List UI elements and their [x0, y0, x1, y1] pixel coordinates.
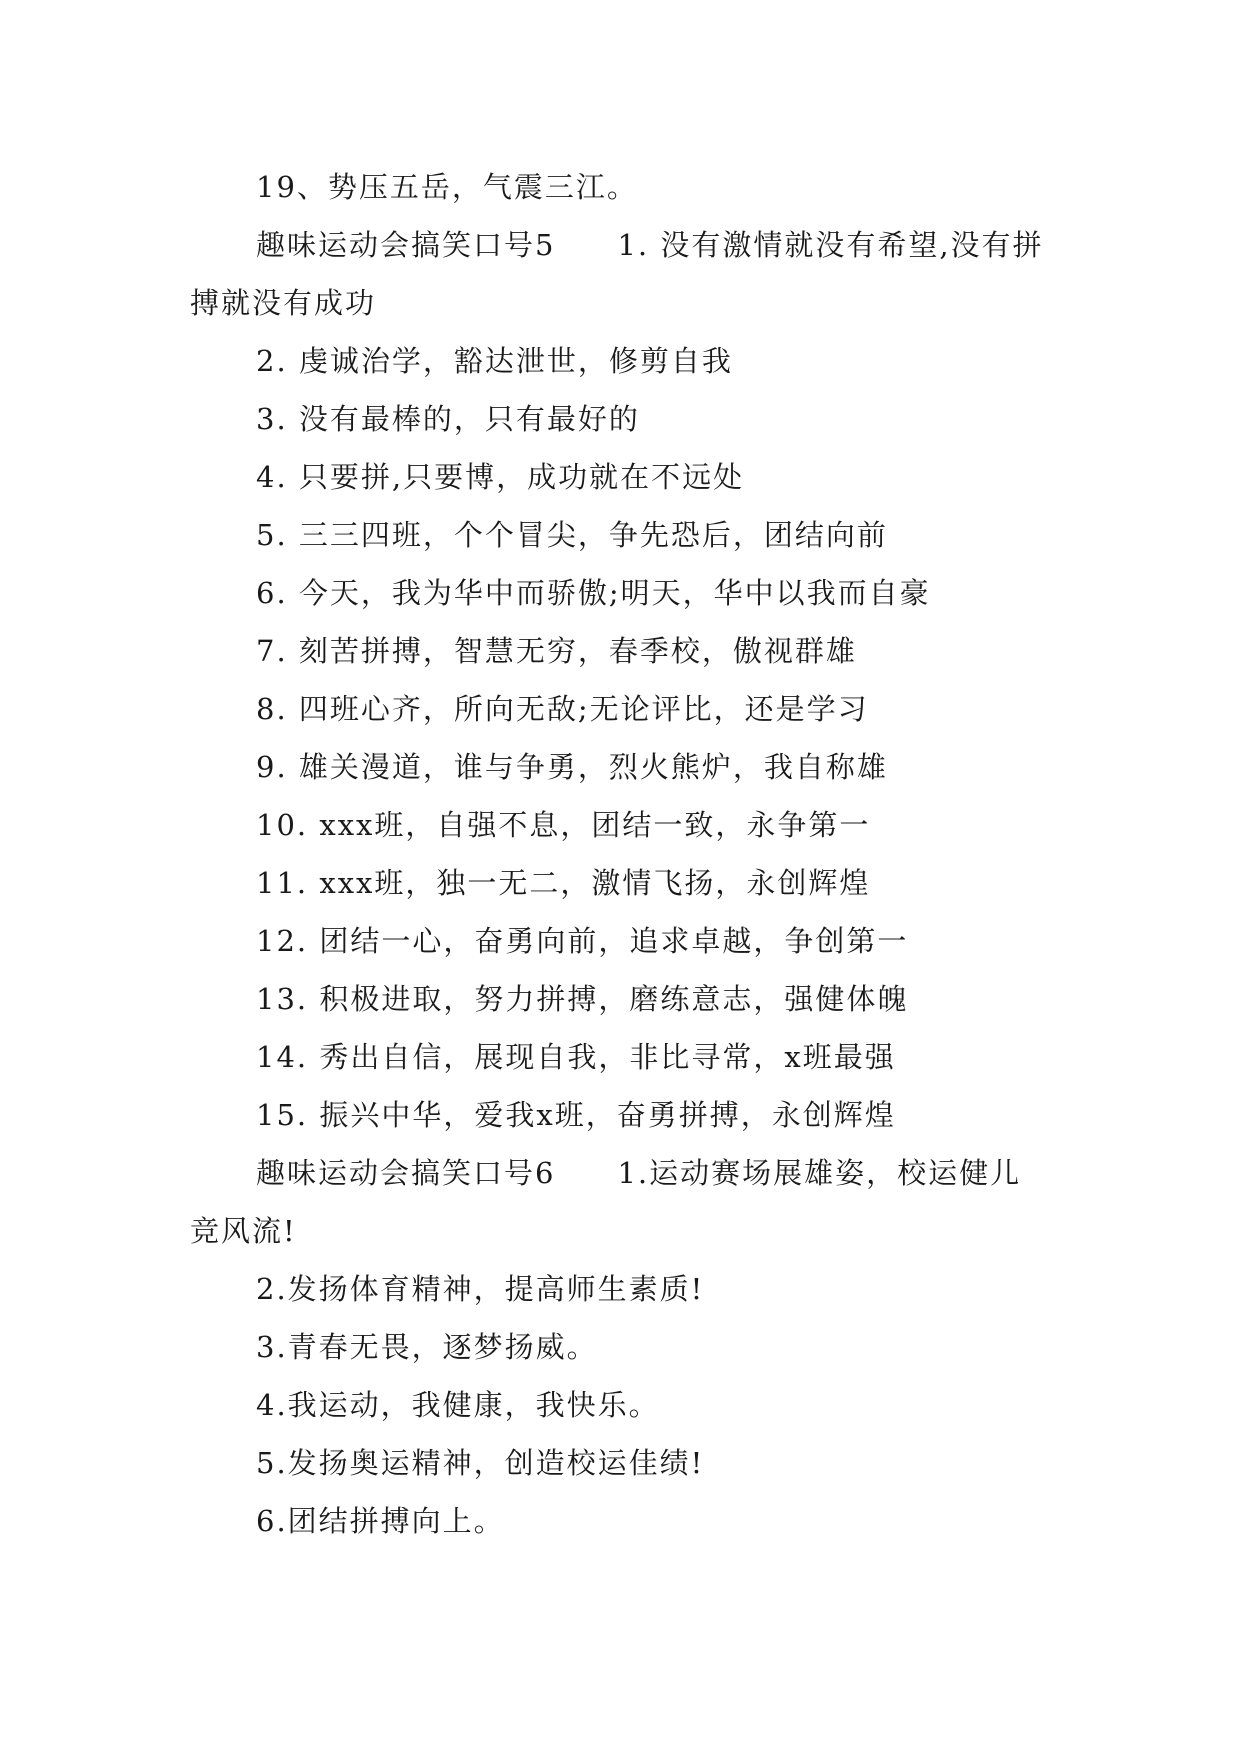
paragraph-item-8: 8. 四班心齐，所向无敌;无论评比，还是学习	[256, 692, 869, 726]
paragraph-item-6-4: 4.我运动，我健康，我快乐。	[256, 1388, 660, 1422]
paragraph-item-15: 15. 振兴中华，爱我x班，奋勇拼搏，永创辉煌	[256, 1098, 896, 1132]
paragraph-slogan-19: 19、势压五岳，气震三江。	[256, 170, 638, 204]
paragraph-item-14: 14. 秀出自信，展现自我，非比寻常，x班最强	[256, 1040, 896, 1074]
paragraph-item-3: 3. 没有最棒的，只有最好的	[256, 402, 640, 436]
paragraph-item-6-6: 6.团结拼搏向上。	[256, 1504, 505, 1538]
paragraph-item-6-3: 3.青春无畏，逐梦扬威。	[256, 1330, 598, 1364]
paragraph-heading-5: 趣味运动会搞笑口号5 1. 没有激情就没有希望,没有拼搏就没有成功	[190, 228, 1044, 320]
paragraph-item-11: 11. xxx班，独一无二，激情飞扬，永创辉煌	[256, 866, 871, 900]
paragraph-item-6-2: 2.发扬体育精神，提高师生素质!	[256, 1272, 705, 1306]
paragraph-item-9: 9. 雄关漫道，谁与争勇，烈火熊炉，我自称雄	[256, 750, 888, 784]
document-body	[190, 158, 1050, 1550]
paragraph-item-5: 5. 三三四班，个个冒尖，争先恐后，团结向前	[256, 518, 888, 552]
paragraph-item-6-5: 5.发扬奥运精神，创造校运佳绩!	[256, 1446, 705, 1480]
paragraph-item-2: 2. 虔诚治学，豁达泄世，修剪自我	[256, 344, 733, 378]
paragraph-item-4: 4. 只要拼,只要博，成功就在不远处	[256, 460, 745, 494]
paragraph-heading-6: 趣味运动会搞笑口号6 1.运动赛场展雄姿，校运健儿竞风流!	[190, 1156, 1022, 1248]
paragraph-item-6: 6. 今天，我为华中而骄傲;明天，华中以我而自豪	[256, 576, 931, 610]
paragraph-item-10: 10. xxx班，自强不息，团结一致，永争第一	[256, 808, 871, 842]
paragraph-item-12: 12. 团结一心，奋勇向前，追求卓越，争创第一	[256, 924, 909, 958]
paragraph-item-13: 13. 积极进取，努力拼搏，磨练意志，强健体魄	[256, 982, 909, 1016]
paragraph-item-7: 7. 刻苦拼搏，智慧无穷，春季校，傲视群雄	[256, 634, 857, 668]
